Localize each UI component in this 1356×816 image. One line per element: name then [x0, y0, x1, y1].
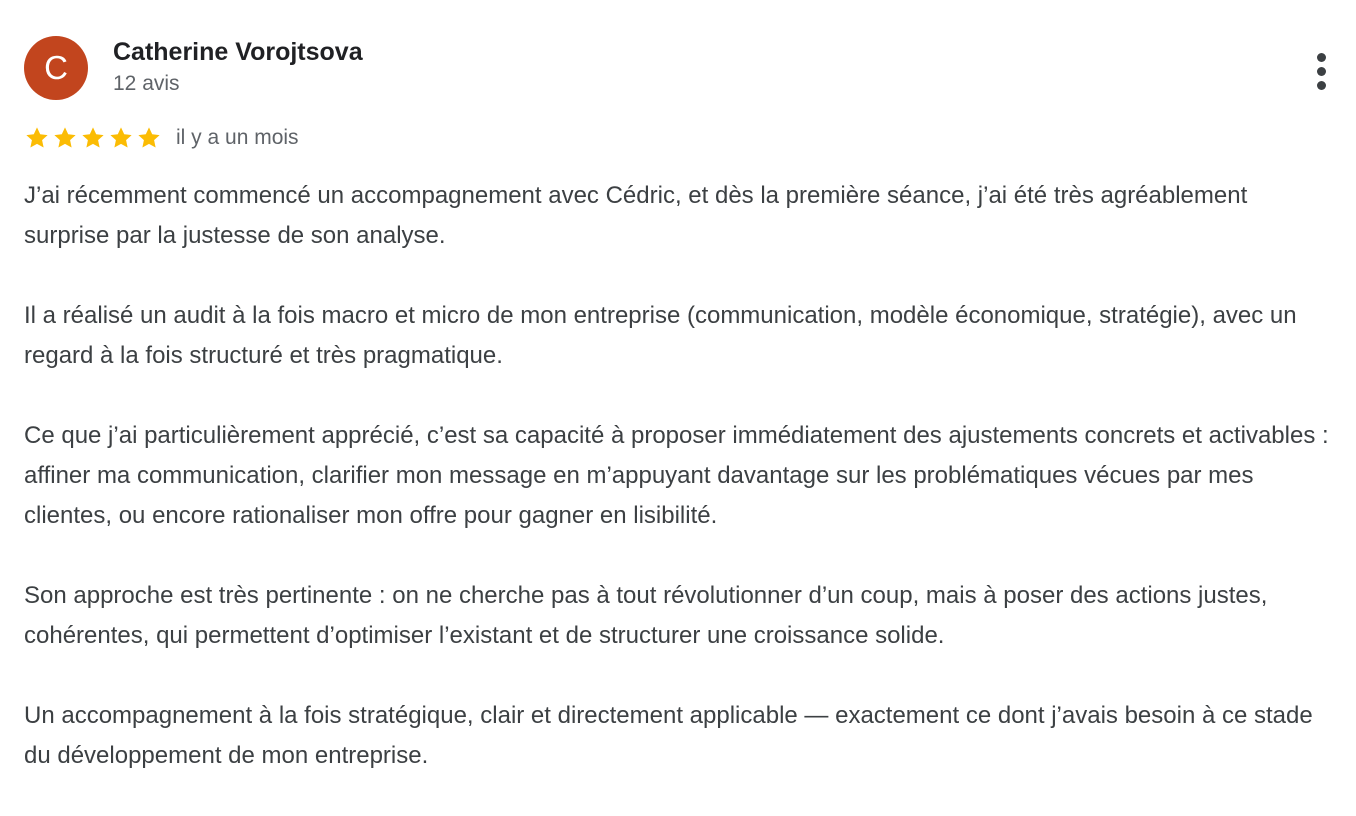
star-icon	[52, 125, 78, 151]
star-icon	[80, 125, 106, 151]
reviewer-name[interactable]: Catherine Vorojtsova	[113, 38, 363, 66]
review-paragraph: Ce que j’ai particulièrement apprécié, c’est sa capacité à proposer immédiatement des ajustements concrets et activables : affiner ma communication, clarifier mon message en m’appuyant davantage sur les problématiques vécues par mes clientes, ou encore rationaliser mon offre pour gagner en lisibilité.	[24, 422, 1329, 529]
reviewer-review-count: 12 avis	[113, 72, 180, 95]
review-paragraph: Un accompagnement à la fois stratégique, clair et directement applicable — exactement ce dont j’avais besoin à ce stade du développement de mon entreprise.	[24, 702, 1313, 769]
reviewer-info	[113, 37, 363, 99]
star-icon	[136, 125, 162, 151]
star-rating	[24, 125, 162, 151]
star-icon	[24, 125, 50, 151]
review-card	[24, 36, 1334, 769]
rating-row	[24, 123, 299, 153]
review-paragraph: Il a réalisé un audit à la fois macro et micro de mon entreprise (communication, modèle économique, stratégie), avec un regard à la fois structuré et très pragmatique.	[24, 302, 1297, 369]
review-text	[24, 176, 1334, 816]
review-date: il y a un mois	[176, 126, 299, 149]
review-paragraph: J’ai récemment commencé un accompagnement avec Cédric, et dès la première séance, j’ai été très agréablement surprise par la justesse de son analyse.	[24, 182, 1248, 249]
review-paragraph: Son approche est très pertinente : on ne cherche pas à tout révolutionner d’un coup, mais à poser des actions justes, cohérentes, qui permettent d’optimiser l’existant et de structurer une croissance solide.	[24, 582, 1268, 649]
review-header	[24, 36, 1334, 100]
star-icon	[108, 125, 134, 151]
avatar[interactable]: C	[24, 36, 88, 100]
more-options-button[interactable]	[1310, 48, 1334, 88]
